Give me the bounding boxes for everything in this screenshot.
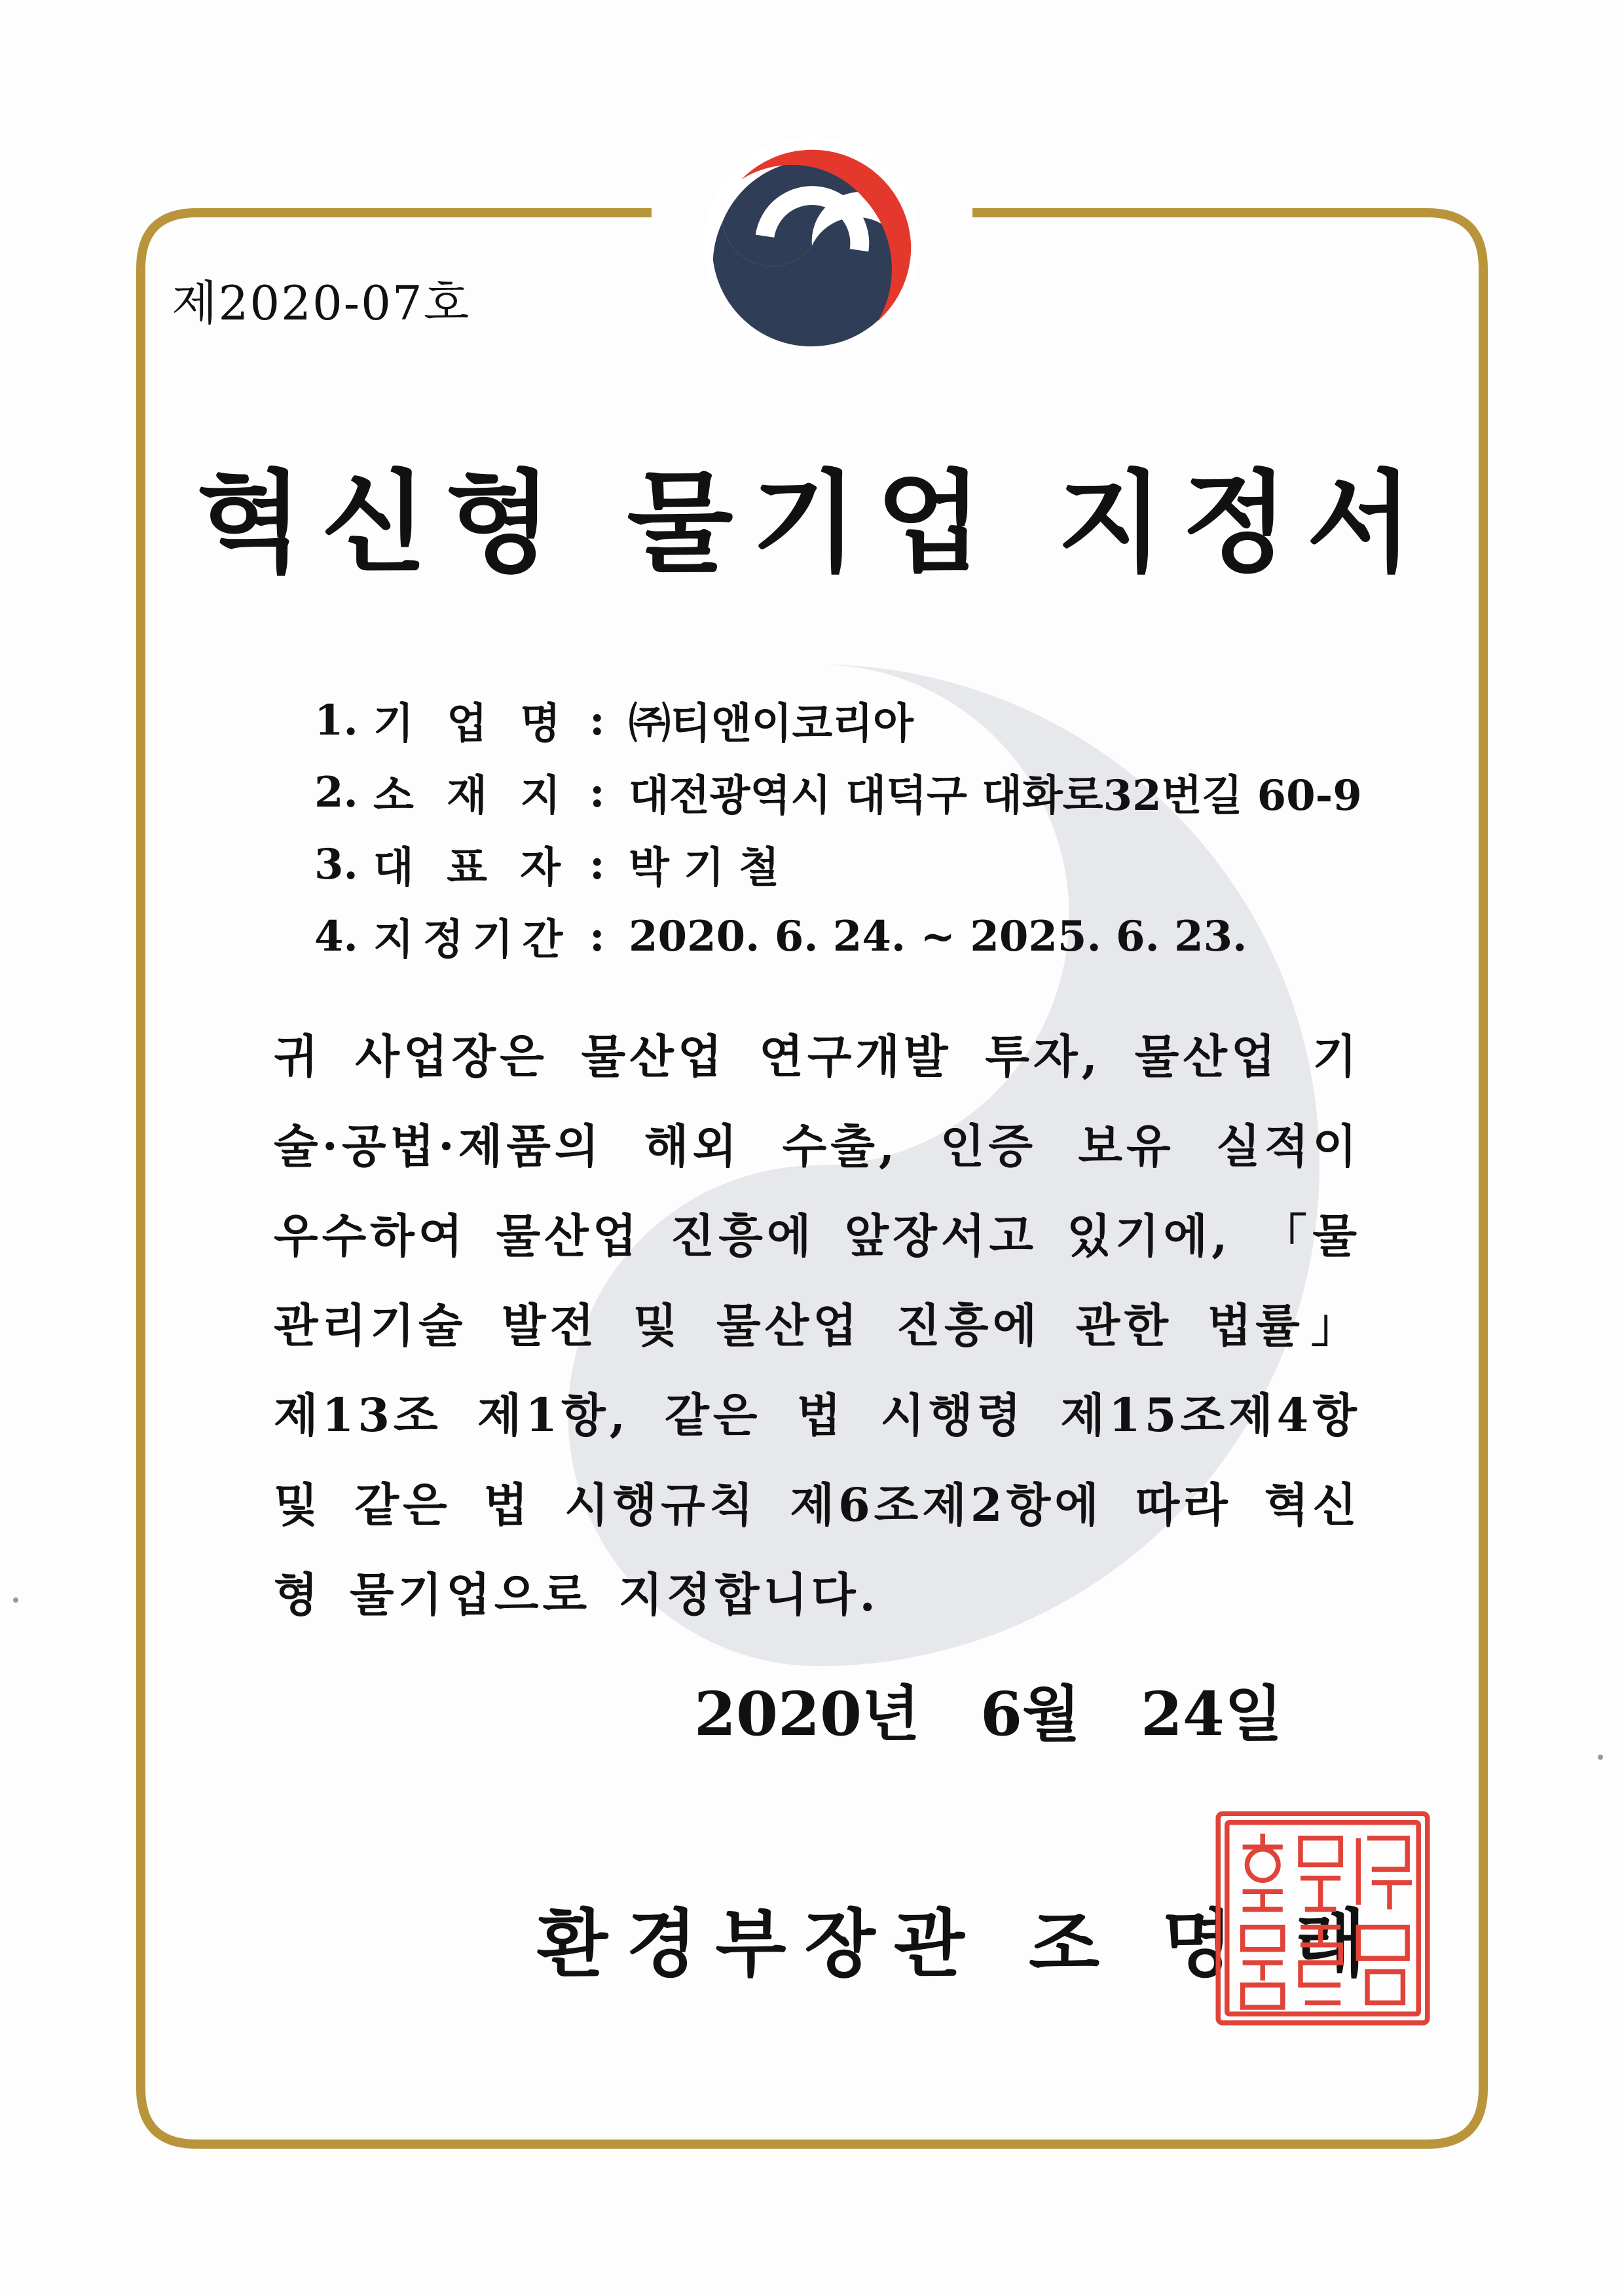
signer-title: 환경부장관 xyxy=(537,1901,983,1987)
certificate-info-list xyxy=(314,684,1362,972)
info-label: 기 업 명 xyxy=(373,699,570,748)
info-row-address xyxy=(314,756,1362,828)
info-value: ㈜티앤이코리아 xyxy=(629,699,913,748)
info-label: 지정기간 xyxy=(373,915,572,964)
certificate-title: 혁신형 물기업 지정서 xyxy=(196,458,1431,587)
signer-name: 조 명 래 xyxy=(1028,1901,1384,1987)
info-value: 박 기 철 xyxy=(629,843,780,892)
info-number: 1. xyxy=(314,695,358,745)
info-value: 2020. 6. 24. ~ 2025. 6. 23. xyxy=(629,911,1247,961)
official-seal-stamp xyxy=(1211,1807,1434,2030)
info-colon: : xyxy=(589,767,605,817)
info-row-company xyxy=(314,684,1362,756)
info-label: 대 표 자 xyxy=(373,843,570,892)
info-colon: : xyxy=(589,911,605,961)
info-colon: : xyxy=(589,695,605,745)
info-number: 2. xyxy=(314,767,358,817)
info-row-period xyxy=(314,900,1362,972)
info-number: 3. xyxy=(314,839,358,889)
info-colon: : xyxy=(589,839,605,889)
info-label: 소 재 지 xyxy=(373,771,570,820)
info-value: 대전광역시 대덕구 대화로32번길 60-9 xyxy=(629,771,1362,820)
certificate-body-text: 귀 사업장은 물산업 연구개발 투자, 물산업 기술·공법·제품의 해외 수출, 인증 보유 실적이 우수하여 물산업 진흥에 앞장서고 있기에, 「물관리기술 발전 및 물산업 진흥에 관한 법률」 제13조 제1항, 같은 법 시행령 제15조제4항 및 같은 법 시행규칙 제6조제2항에 따라 혁신형 물기업으로 지정합니다. xyxy=(274,1029,1361,1622)
issue-date: 2020년 6월 24일 xyxy=(694,1679,1283,1749)
certificate-number: 제2020-07호 xyxy=(172,276,471,331)
info-number: 4. xyxy=(314,911,358,961)
scan-speck xyxy=(13,1597,18,1603)
scan-speck xyxy=(1598,1755,1603,1760)
government-emblem-icon xyxy=(694,128,930,363)
info-row-representative xyxy=(314,828,1362,900)
